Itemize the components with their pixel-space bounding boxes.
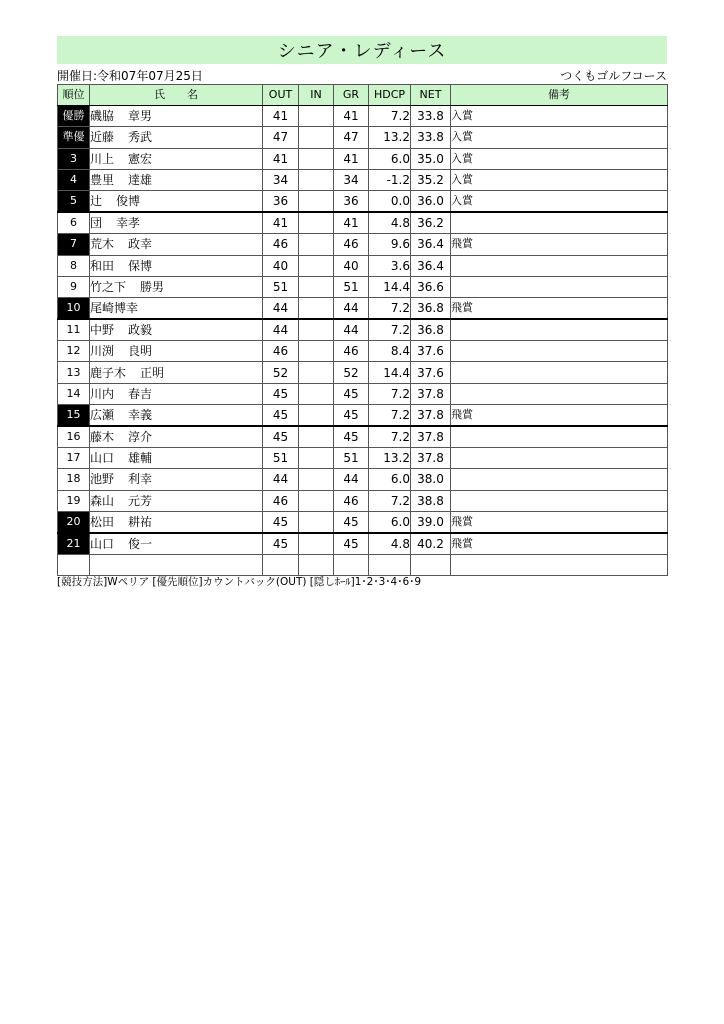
last-name: 豊里 [90, 172, 115, 187]
net-cell: 36.8 [411, 319, 451, 341]
first-name: 良明 [128, 344, 153, 359]
net-cell: 37.6 [411, 362, 451, 383]
gr-cell: 44 [334, 319, 369, 341]
net-cell: 40.2 [411, 533, 451, 555]
footer-note: [競技方法]Wペリア [優先順位]カウントバック(OUT) [隠しﾎｰﾙ]1･2･3･4･6･9 [57, 576, 422, 588]
gr-cell [334, 555, 369, 576]
in-cell [299, 212, 334, 234]
note-cell [451, 469, 668, 490]
in-cell [299, 533, 334, 555]
in-cell [299, 106, 334, 127]
name-cell [90, 319, 263, 341]
note-cell [451, 276, 668, 297]
results-table [57, 84, 668, 576]
net-cell: 36.4 [411, 255, 451, 276]
gr-cell: 45 [334, 404, 369, 426]
last-name: 近藤 [90, 130, 115, 145]
table-row [58, 383, 668, 404]
gr-cell: 45 [334, 533, 369, 555]
name-cell [90, 341, 263, 362]
page-title [57, 36, 667, 64]
header-out: OUT [263, 85, 299, 106]
net-cell: 36.2 [411, 212, 451, 234]
note-cell: 入賞 [451, 127, 668, 148]
in-cell [299, 555, 334, 576]
note-cell: 飛賞 [451, 533, 668, 555]
header-gr: GR [334, 85, 369, 106]
table-row [58, 426, 668, 448]
name-cell [90, 511, 263, 533]
hdcp-cell: 3.6 [369, 255, 411, 276]
rank-cell: 6 [58, 212, 90, 234]
title-text: シニア・レディース [277, 41, 447, 62]
name-cell [90, 469, 263, 490]
name-cell [90, 383, 263, 404]
note-cell [451, 255, 668, 276]
last-name: 藤木 [90, 430, 115, 445]
header-name: 氏 名 [90, 85, 263, 106]
net-cell: 35.0 [411, 148, 451, 169]
name-cell [90, 362, 263, 383]
header-hdcp: HDCP [369, 85, 411, 106]
hdcp-cell: 0.0 [369, 190, 411, 212]
out-cell: 45 [263, 404, 299, 426]
last-name: 川渕 [90, 344, 115, 359]
gr-cell: 36 [334, 190, 369, 212]
rank-cell: 準優 [58, 127, 90, 148]
name-cell [90, 555, 263, 576]
last-name: 尾崎博幸 [90, 300, 139, 315]
name-cell [90, 448, 263, 469]
gr-cell: 47 [334, 127, 369, 148]
net-cell: 37.8 [411, 448, 451, 469]
out-cell: 45 [263, 383, 299, 404]
out-cell: 45 [263, 426, 299, 448]
last-name: 団 [90, 216, 103, 231]
rank-cell [58, 555, 90, 576]
last-name: 山口 [90, 537, 115, 552]
gr-cell: 44 [334, 469, 369, 490]
note-cell [451, 490, 668, 511]
note-cell: 飛賞 [451, 297, 668, 319]
first-name: 秀武 [128, 130, 153, 145]
gr-cell: 41 [334, 106, 369, 127]
last-name: 山口 [90, 451, 115, 466]
note-cell: 入賞 [451, 106, 668, 127]
rank-cell: 17 [58, 448, 90, 469]
in-cell [299, 341, 334, 362]
hdcp-cell: 7.2 [369, 383, 411, 404]
note-cell: 入賞 [451, 148, 668, 169]
name-cell [90, 106, 263, 127]
first-name: 達雄 [128, 172, 153, 187]
hdcp-cell: 9.6 [369, 234, 411, 255]
hdcp-cell: 8.4 [369, 341, 411, 362]
rank-cell: 9 [58, 276, 90, 297]
note-cell [451, 362, 668, 383]
rank-cell: 4 [58, 169, 90, 190]
table-row [58, 148, 668, 169]
last-name: 川内 [90, 386, 115, 401]
gr-cell: 41 [334, 148, 369, 169]
in-cell [299, 490, 334, 511]
hdcp-cell: 14.4 [369, 362, 411, 383]
rank-cell: 11 [58, 319, 90, 341]
first-name: 保博 [128, 258, 153, 273]
header-note: 備考 [451, 85, 668, 106]
name-cell [90, 255, 263, 276]
last-name: 磯脇 [90, 109, 115, 124]
in-cell [299, 511, 334, 533]
note-cell [451, 448, 668, 469]
in-cell [299, 448, 334, 469]
name-cell [90, 127, 263, 148]
gr-cell: 46 [334, 234, 369, 255]
rank-cell: 優勝 [58, 106, 90, 127]
out-cell: 44 [263, 319, 299, 341]
net-cell: 38.8 [411, 490, 451, 511]
table-row [58, 448, 668, 469]
last-name: 荒木 [90, 237, 115, 252]
net-cell: 37.8 [411, 426, 451, 448]
net-cell: 35.2 [411, 169, 451, 190]
rank-cell: 15 [58, 404, 90, 426]
rank-cell: 5 [58, 190, 90, 212]
hdcp-cell: -1.2 [369, 169, 411, 190]
last-name: 川上 [90, 151, 115, 166]
out-cell: 41 [263, 148, 299, 169]
note-cell [451, 319, 668, 341]
hdcp-cell: 7.2 [369, 404, 411, 426]
gr-cell: 41 [334, 212, 369, 234]
gr-cell: 45 [334, 511, 369, 533]
hdcp-cell: 4.8 [369, 533, 411, 555]
in-cell [299, 190, 334, 212]
table-row [58, 362, 668, 383]
out-cell: 47 [263, 127, 299, 148]
name-cell [90, 190, 263, 212]
last-name: 中野 [90, 323, 115, 338]
first-name: 章男 [128, 109, 153, 124]
first-name: 政毅 [128, 323, 153, 338]
rank-cell: 21 [58, 533, 90, 555]
net-cell: 37.8 [411, 404, 451, 426]
out-cell: 45 [263, 511, 299, 533]
hdcp-cell: 4.8 [369, 212, 411, 234]
name-cell [90, 148, 263, 169]
net-cell: 36.6 [411, 276, 451, 297]
net-cell: 39.0 [411, 511, 451, 533]
in-cell [299, 127, 334, 148]
net-cell: 33.8 [411, 127, 451, 148]
out-cell: 34 [263, 169, 299, 190]
rank-cell: 13 [58, 362, 90, 383]
table-row [58, 127, 668, 148]
table-row [58, 276, 668, 297]
hdcp-cell: 7.2 [369, 426, 411, 448]
out-cell: 36 [263, 190, 299, 212]
in-cell [299, 404, 334, 426]
table-row [58, 234, 668, 255]
header-row [58, 85, 668, 106]
header-net: NET [411, 85, 451, 106]
last-name: 広瀬 [90, 407, 115, 422]
gr-cell: 45 [334, 383, 369, 404]
table-row [58, 404, 668, 426]
rank-cell: 19 [58, 490, 90, 511]
hdcp-cell: 7.2 [369, 106, 411, 127]
gr-cell: 52 [334, 362, 369, 383]
out-cell: 46 [263, 234, 299, 255]
net-cell: 36.4 [411, 234, 451, 255]
table-row [58, 490, 668, 511]
name-cell [90, 212, 263, 234]
net-cell: 38.0 [411, 469, 451, 490]
course-name: つくもゴルフコース [560, 68, 667, 83]
out-cell: 41 [263, 106, 299, 127]
net-cell: 33.8 [411, 106, 451, 127]
results-body [58, 106, 668, 576]
out-cell: 45 [263, 533, 299, 555]
rank-cell: 12 [58, 341, 90, 362]
note-cell: 飛賞 [451, 511, 668, 533]
gr-cell: 51 [334, 448, 369, 469]
note-cell [451, 383, 668, 404]
note-cell: 入賞 [451, 190, 668, 212]
last-name: 辻 [90, 194, 103, 209]
gr-cell: 51 [334, 276, 369, 297]
first-name: 俊一 [128, 537, 153, 552]
table-row [58, 169, 668, 190]
name-cell [90, 426, 263, 448]
out-cell: 51 [263, 276, 299, 297]
first-name: 正明 [140, 365, 165, 380]
in-cell [299, 362, 334, 383]
first-name: 幸孝 [116, 216, 141, 231]
rank-cell: 16 [58, 426, 90, 448]
hdcp-cell: 7.2 [369, 297, 411, 319]
last-name: 和田 [90, 258, 115, 273]
rank-cell: 18 [58, 469, 90, 490]
table-row [58, 190, 668, 212]
event-date: 開催日:令和07年07月25日 [57, 68, 203, 83]
hdcp-cell [369, 555, 411, 576]
meta-row [57, 66, 667, 84]
table-row [58, 511, 668, 533]
note-cell [451, 426, 668, 448]
in-cell [299, 234, 334, 255]
net-cell: 37.8 [411, 383, 451, 404]
first-name: 俊博 [116, 194, 141, 209]
hdcp-cell: 6.0 [369, 148, 411, 169]
gr-cell: 34 [334, 169, 369, 190]
net-cell: 36.0 [411, 190, 451, 212]
hdcp-cell: 13.2 [369, 127, 411, 148]
net-cell: 36.8 [411, 297, 451, 319]
gr-cell: 44 [334, 297, 369, 319]
in-cell [299, 255, 334, 276]
in-cell [299, 469, 334, 490]
name-cell [90, 404, 263, 426]
gr-cell: 46 [334, 490, 369, 511]
gr-cell: 45 [334, 426, 369, 448]
hdcp-cell: 6.0 [369, 469, 411, 490]
first-name: 春吉 [128, 386, 153, 401]
in-cell [299, 148, 334, 169]
in-cell [299, 276, 334, 297]
last-name: 鹿子木 [90, 365, 127, 380]
hdcp-cell: 7.2 [369, 319, 411, 341]
out-cell [263, 555, 299, 576]
hdcp-cell: 7.2 [369, 490, 411, 511]
name-cell [90, 234, 263, 255]
in-cell [299, 319, 334, 341]
hdcp-cell: 14.4 [369, 276, 411, 297]
in-cell [299, 169, 334, 190]
first-name: 元芳 [128, 493, 153, 508]
in-cell [299, 426, 334, 448]
name-cell [90, 169, 263, 190]
first-name: 幸義 [128, 407, 153, 422]
note-cell [451, 555, 668, 576]
rank-cell: 8 [58, 255, 90, 276]
out-cell: 41 [263, 212, 299, 234]
out-cell: 46 [263, 490, 299, 511]
in-cell [299, 383, 334, 404]
note-cell: 入賞 [451, 169, 668, 190]
first-name: 利幸 [128, 472, 153, 487]
last-name: 森山 [90, 493, 115, 508]
table-row [58, 533, 668, 555]
note-cell: 飛賞 [451, 404, 668, 426]
net-cell: 37.6 [411, 341, 451, 362]
rank-cell: 10 [58, 297, 90, 319]
out-cell: 40 [263, 255, 299, 276]
table-row [58, 341, 668, 362]
first-name: 勝男 [140, 279, 165, 294]
note-cell [451, 212, 668, 234]
last-name: 松田 [90, 514, 115, 529]
name-cell [90, 276, 263, 297]
name-cell [90, 297, 263, 319]
first-name: 政幸 [128, 237, 153, 252]
rank-cell: 7 [58, 234, 90, 255]
out-cell: 44 [263, 469, 299, 490]
out-cell: 52 [263, 362, 299, 383]
rank-cell: 3 [58, 148, 90, 169]
note-cell [451, 341, 668, 362]
out-cell: 44 [263, 297, 299, 319]
rank-cell: 20 [58, 511, 90, 533]
gr-cell: 40 [334, 255, 369, 276]
last-name: 池野 [90, 472, 115, 487]
rank-cell: 14 [58, 383, 90, 404]
in-cell [299, 297, 334, 319]
out-cell: 46 [263, 341, 299, 362]
table-row [58, 255, 668, 276]
header-in: IN [299, 85, 334, 106]
name-cell [90, 490, 263, 511]
last-name: 竹之下 [90, 279, 127, 294]
table-row [58, 469, 668, 490]
net-cell [411, 555, 451, 576]
out-cell: 51 [263, 448, 299, 469]
first-name: 淳介 [128, 430, 153, 445]
table-row [58, 106, 668, 127]
table-row [58, 555, 668, 576]
header-rank: 順位 [58, 85, 90, 106]
note-cell: 飛賞 [451, 234, 668, 255]
table-row [58, 297, 668, 319]
hdcp-cell: 13.2 [369, 448, 411, 469]
name-cell [90, 533, 263, 555]
first-name: 憲宏 [128, 151, 153, 166]
table-row [58, 319, 668, 341]
first-name: 耕祐 [128, 514, 153, 529]
gr-cell: 46 [334, 341, 369, 362]
first-name: 雄輔 [128, 451, 153, 466]
hdcp-cell: 6.0 [369, 511, 411, 533]
table-row [58, 212, 668, 234]
